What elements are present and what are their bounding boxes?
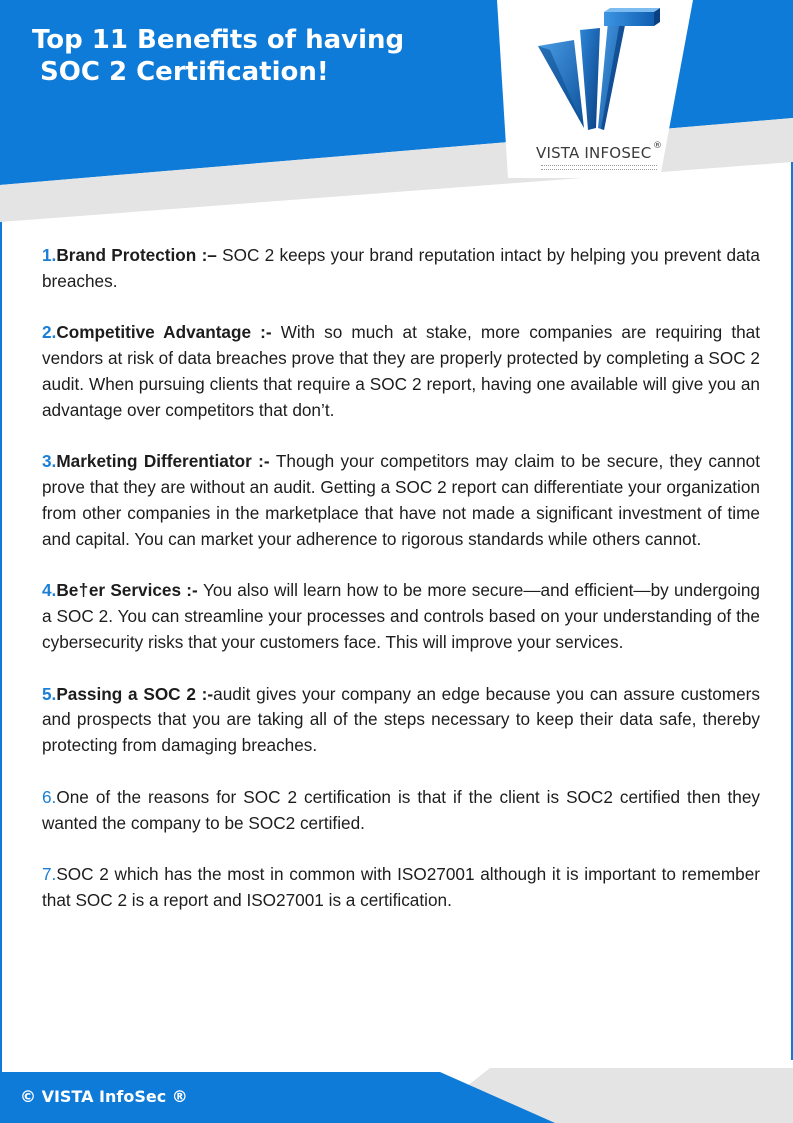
benefit-item-7	[42, 862, 760, 914]
benefit-heading: Marketing Differentiator :-	[56, 451, 276, 472]
benefit-item-6	[42, 785, 760, 837]
benefit-text: One of the reasons for SOC 2 certification is that if the client is SOC2 certified then they wanted the company to be SOC2 certified.	[42, 786, 760, 833]
benefit-number: 4.	[42, 580, 57, 601]
benefit-text: audit gives your company an edge because you can assure customers and prospects that you are taking all of the steps necessary to keep their data safe, thereby protecting from damaging breaches.	[42, 683, 760, 756]
benefit-heading: Brand Protection :–	[56, 245, 223, 265]
benefit-item-1	[42, 243, 760, 295]
logo-registered-mark: ®	[653, 141, 662, 151]
benefit-number: 7.	[42, 864, 57, 885]
benefit-heading: Passing a SOC 2 :-	[56, 683, 214, 704]
benefit-number: 5.	[42, 683, 57, 704]
benefits-list	[42, 243, 760, 940]
logo-name: VISTA INFOSEC	[536, 144, 652, 162]
benefit-item-3	[42, 449, 760, 552]
benefit-item-2	[42, 320, 760, 423]
title-line-1: Top 11 Benefits of having	[32, 25, 405, 55]
title-line-2: SOC 2 Certification!	[40, 57, 329, 87]
benefit-heading: Competitive Advantage :-	[56, 322, 281, 343]
benefit-text: Though your competitors may claim to be secure, they cannot prove that they are without an audit. Getting a SOC 2 report can differentiate your organization from other companies in the marketplace that have not made a significant investment of time and capital. You can market your adherence to rigorous standards while others cannot.	[42, 451, 760, 549]
footer-copyright: © VISTA InfoSec ®	[20, 1087, 188, 1106]
logo-tagline-decoration	[541, 165, 657, 170]
benefit-number: 6.	[42, 786, 57, 807]
page-title	[32, 24, 404, 88]
benefit-text: SOC 2 which has the most in common with ISO27001 although it is important to remember that SOC 2 is a report and ISO27001 is a certification.	[42, 864, 760, 910]
benefit-text: With so much at stake, more companies are requiring that vendors at risk of data breaches prove that they are properly protected by completing a SOC 2 audit. When pursuing clients that require a SOC 2 report, having one available will give you an advantage over competitors that don’t.	[42, 322, 760, 420]
benefit-item-5	[42, 682, 760, 759]
benefit-number: 3.	[42, 451, 57, 472]
benefit-text: You also will learn how to be more secure—and efficient—by undergoing a SOC 2. You can streamline your processes and controls based on your understanding of the cybersecurity risks that your customers face. This will improve your services.	[42, 580, 760, 652]
benefit-number: 1.	[42, 245, 57, 265]
benefit-item-4	[42, 578, 760, 655]
benefit-text: SOC 2 keeps your brand reputation intact by helping you prevent data breaches.	[42, 245, 760, 291]
benefit-heading: Be†er Services :-	[56, 580, 203, 601]
benefit-number: 2.	[42, 322, 57, 343]
